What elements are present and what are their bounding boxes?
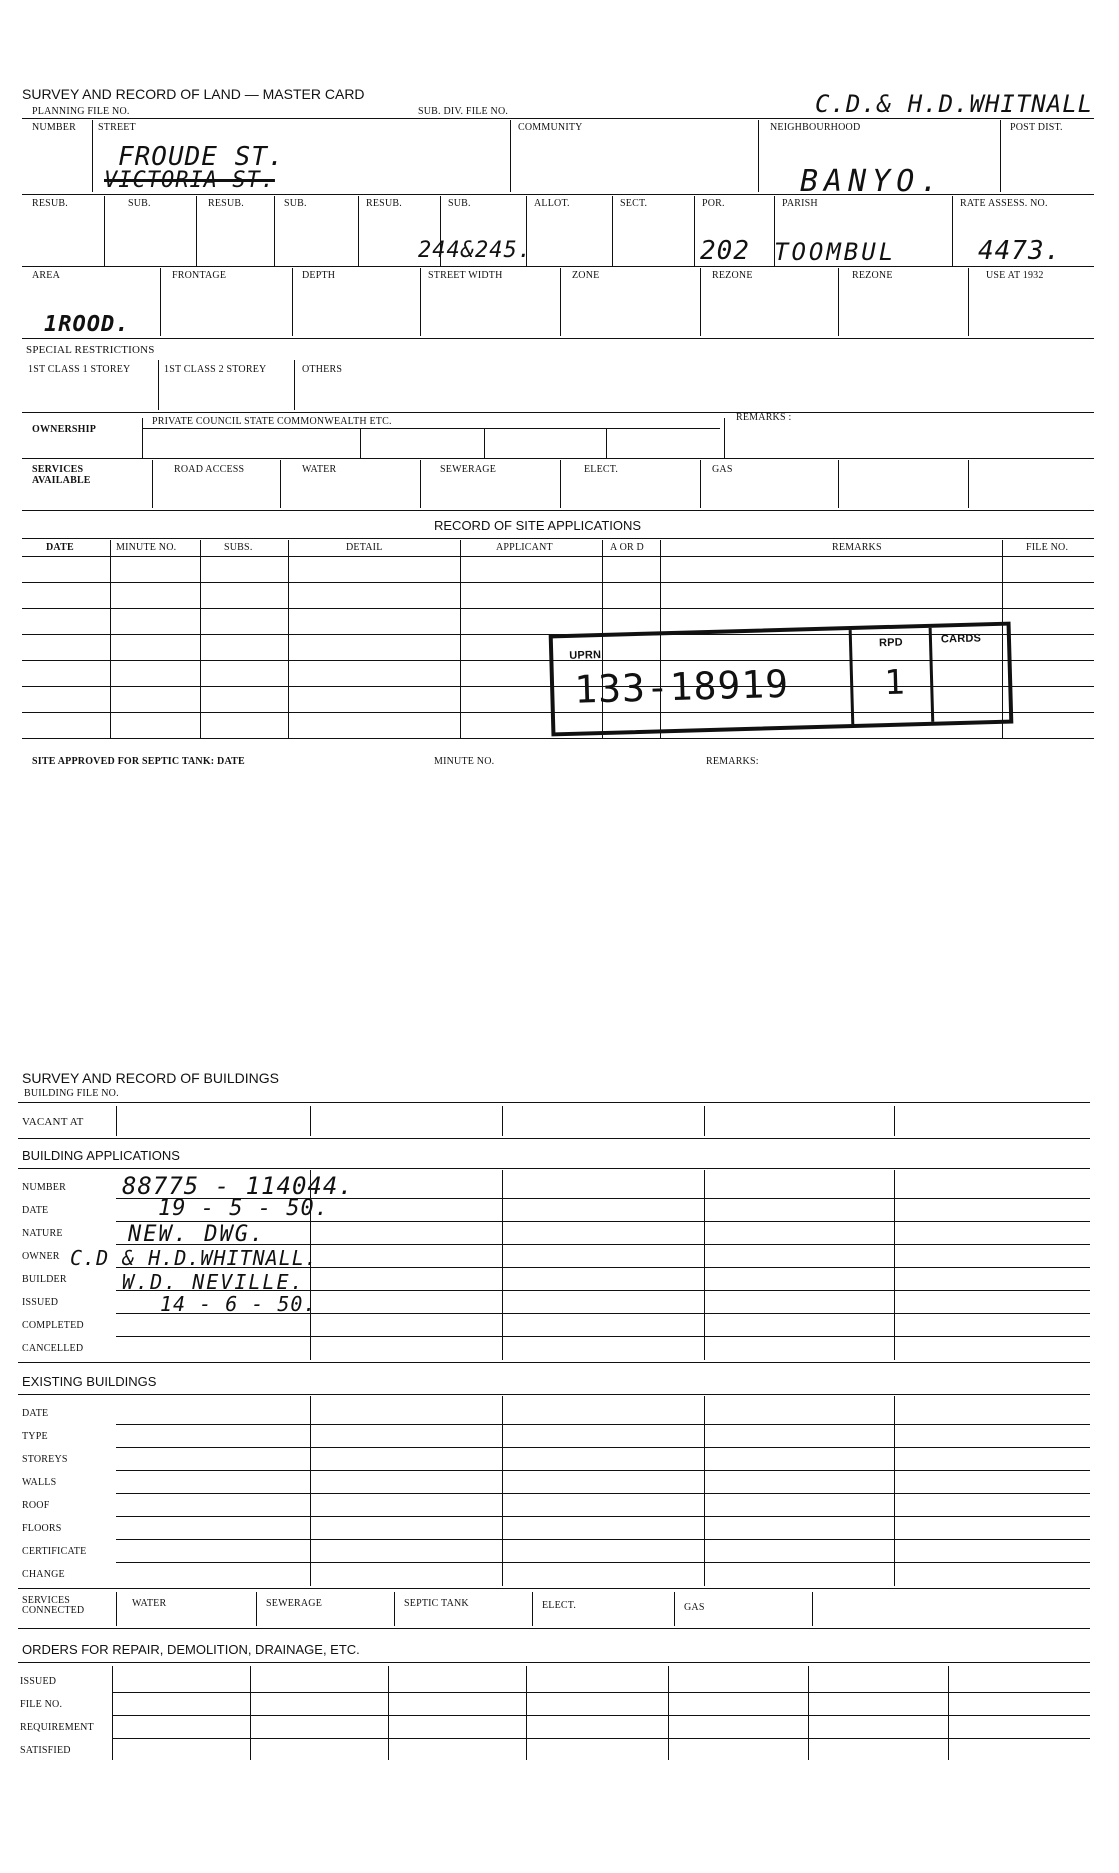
street-value: FROUDE ST. — [118, 142, 285, 172]
rule — [560, 460, 561, 508]
rule — [22, 608, 1094, 609]
buildings-card-title: SURVEY AND RECORD OF BUILDINGS — [22, 1070, 279, 1086]
rule — [116, 1290, 1090, 1291]
street-label: STREET — [98, 122, 136, 133]
detail-col-label: DETAIL — [346, 542, 383, 553]
rule — [894, 1170, 895, 1360]
rule — [200, 540, 201, 738]
area-value: 1ROOD. — [44, 312, 130, 337]
rule — [420, 460, 421, 508]
uprn-label: UPRN — [569, 649, 602, 662]
rule — [250, 1666, 251, 1760]
rule — [700, 268, 701, 336]
rule — [22, 118, 1094, 119]
septic-approved-label: SITE APPROVED FOR SEPTIC TANK: DATE — [32, 756, 245, 767]
rule — [116, 1267, 1090, 1268]
rule — [808, 1666, 809, 1760]
existing-floors-label: FLOORS — [22, 1523, 62, 1534]
rule — [952, 196, 953, 266]
existing-walls-label: WALLS — [22, 1477, 57, 1488]
land-card-title: SURVEY AND RECORD OF LAND — MASTER CARD — [22, 86, 365, 102]
rule — [704, 1396, 705, 1586]
rule — [968, 460, 969, 508]
rule — [280, 460, 281, 508]
rule — [116, 1516, 1090, 1517]
rule — [532, 1592, 533, 1626]
rule — [292, 268, 293, 336]
rezone-label: REZONE — [852, 270, 893, 281]
allot-label: ALLOT. — [534, 198, 570, 209]
rule — [22, 412, 1094, 413]
subs-col-label: SUBS. — [224, 542, 253, 553]
rule — [704, 1170, 705, 1360]
remarks-label: REMARKS : — [736, 412, 792, 423]
rule — [22, 738, 1094, 739]
gas-label: GAS — [712, 464, 733, 475]
owner-handwritten: C.D.& H.D.WHITNALL — [815, 90, 1094, 118]
existing-change-label: CHANGE — [22, 1569, 65, 1580]
planning-file-label: PLANNING FILE NO. — [32, 106, 130, 117]
rule — [116, 1424, 1090, 1425]
rule — [704, 1106, 705, 1136]
sub-label: SUB. — [448, 198, 471, 209]
file-no-col-label: FILE NO. — [1026, 542, 1069, 553]
rule — [116, 1562, 1090, 1563]
septic-tank-label: SEPTIC TANK — [404, 1598, 469, 1609]
ownership-types-label: PRIVATE COUNCIL STATE COMMONWEALTH ETC. — [152, 416, 392, 427]
ownership-label: OWNERSHIP — [32, 424, 97, 435]
rule — [112, 1666, 113, 1760]
rule — [1000, 120, 1001, 192]
number-label: NUMBER — [32, 122, 76, 133]
frontage-label: FRONTAGE — [172, 270, 227, 281]
rule — [894, 1106, 895, 1136]
rule — [116, 1592, 117, 1626]
owner-value: C.D & H.D.WHITNALL. — [70, 1246, 318, 1270]
rule — [18, 1138, 1090, 1139]
rule — [22, 510, 1094, 511]
sect-label: SECT. — [620, 198, 648, 209]
resub-label: RESUB. — [366, 198, 402, 209]
order-file-no-label: FILE NO. — [20, 1699, 63, 1710]
rule — [294, 360, 295, 410]
rule — [110, 540, 111, 738]
sewerage-label: SEWERAGE — [440, 464, 497, 475]
completed-label: COMPLETED — [22, 1320, 84, 1331]
rule — [22, 538, 1094, 539]
builder-label: BUILDER — [22, 1274, 67, 1285]
septic-minute-label: MINUTE NO. — [434, 756, 495, 767]
class2-storey-label: 1ST CLASS 2 STOREY — [164, 364, 267, 375]
nature-value: NEW. DWG. — [128, 1222, 266, 1247]
existing-storeys-label: STOREYS — [22, 1454, 68, 1465]
rule — [116, 1221, 1090, 1222]
rule — [724, 418, 725, 458]
rule — [394, 1592, 395, 1626]
parish-value: TOOMBUL — [774, 238, 897, 266]
applicant-col-label: APPLICANT — [496, 542, 553, 553]
rule — [420, 268, 421, 336]
zone-label: ZONE — [572, 270, 600, 281]
rule — [894, 1396, 895, 1586]
rule — [18, 1588, 1090, 1589]
owner-label: OWNER — [22, 1251, 60, 1262]
rule — [812, 1592, 813, 1626]
rule — [460, 540, 461, 738]
por-label: POR. — [702, 198, 725, 209]
builder-value: W.D. NEVILLE. — [122, 1270, 305, 1294]
rule — [510, 120, 511, 192]
resub-label: RESUB. — [208, 198, 244, 209]
rule — [526, 1666, 527, 1760]
uprn-stamp — [549, 622, 1014, 737]
existing-roof-label: ROOF — [22, 1500, 50, 1511]
rule — [112, 1692, 1090, 1693]
rule — [92, 120, 93, 192]
rule — [849, 630, 855, 724]
rpd-value: 1 — [883, 662, 907, 704]
order-issued-label: ISSUED — [20, 1676, 57, 1687]
rpd-label: RPD — [878, 636, 904, 650]
septic-remarks-label: REMARKS: — [706, 756, 759, 767]
street-width-label: STREET WIDTH — [428, 270, 503, 281]
minute-no-col-label: MINUTE NO. — [116, 542, 177, 553]
cards-label: CARDS — [940, 632, 982, 646]
rule — [484, 428, 485, 458]
rule — [674, 1592, 675, 1626]
resub-label: RESUB. — [32, 198, 68, 209]
rule — [700, 460, 701, 508]
remarks-col-label: REMARKS — [832, 542, 882, 553]
orders-heading: ORDERS FOR REPAIR, DEMOLITION, DRAINAGE, ETC. — [22, 1642, 360, 1657]
elect-label: ELECT. — [584, 464, 619, 475]
area-label: AREA — [32, 270, 61, 281]
rule — [360, 428, 361, 458]
building-applications-heading: BUILDING APPLICATIONS — [22, 1148, 180, 1163]
rule — [196, 196, 197, 266]
depth-label: DEPTH — [302, 270, 336, 281]
community-label: COMMUNITY — [518, 122, 583, 133]
rule — [968, 268, 969, 336]
rule — [948, 1666, 949, 1760]
issued-value: 14 - 6 - 50. — [160, 1292, 317, 1316]
rule — [694, 196, 695, 266]
rule — [502, 1396, 503, 1586]
rule — [388, 1666, 389, 1760]
sub-label: SUB. — [284, 198, 307, 209]
rule — [116, 1470, 1090, 1471]
date-col-label: DATE — [46, 542, 74, 553]
sewerage-label: SEWERAGE — [266, 1598, 323, 1609]
uprn-value: 133-18919 — [573, 661, 790, 712]
sub-label: SUB. — [128, 198, 151, 209]
special-restrictions-label: SPECIAL RESTRICTIONS — [26, 344, 155, 356]
rate-assess-label: RATE ASSESS. NO. — [960, 198, 1048, 209]
rule — [18, 1168, 1090, 1169]
rule — [18, 1362, 1090, 1363]
rule — [116, 1336, 1090, 1337]
rule — [560, 268, 561, 336]
gas-label: GAS — [684, 1602, 705, 1613]
rule — [160, 268, 161, 336]
water-label: WATER — [302, 464, 337, 475]
number-value: 88775 - 114044. — [122, 1172, 354, 1200]
rule — [116, 1106, 117, 1136]
elect-label: ELECT. — [542, 1600, 577, 1611]
rule — [310, 1106, 311, 1136]
date-value: 19 - 5 - 50. — [158, 1196, 329, 1221]
order-requirement-label: REQUIREMENT — [20, 1722, 94, 1733]
use-at-label: USE AT 1932 — [986, 270, 1044, 281]
nature-label: NATURE — [22, 1228, 63, 1239]
rule — [22, 338, 1094, 339]
issued-label: ISSUED — [22, 1297, 59, 1308]
neighbourhood-value: BANYO. — [800, 164, 945, 199]
rule — [18, 1662, 1090, 1663]
rule — [18, 1394, 1090, 1395]
por-value: 202 — [700, 236, 750, 266]
sub-value: 244&245. — [418, 238, 532, 263]
rule — [104, 196, 105, 266]
rule — [502, 1170, 503, 1360]
rule — [668, 1666, 669, 1760]
rule — [158, 360, 159, 410]
existing-buildings-heading: EXISTING BUILDINGS — [22, 1374, 157, 1389]
post-dist-label: POST DIST. — [1010, 122, 1063, 133]
rule — [606, 428, 607, 458]
rule — [22, 194, 1094, 195]
rule — [502, 1106, 503, 1136]
rule — [152, 460, 153, 508]
parish-label: PARISH — [782, 198, 818, 209]
order-satisfied-label: SATISFIED — [20, 1745, 71, 1756]
rule — [116, 1198, 1090, 1199]
existing-type-label: TYPE — [22, 1431, 48, 1442]
rule — [288, 540, 289, 738]
rezone-label: REZONE — [712, 270, 753, 281]
road-access-label: ROAD ACCESS — [174, 464, 245, 475]
rule — [22, 266, 1094, 267]
rule — [116, 1493, 1090, 1494]
rule — [758, 120, 759, 192]
rule — [142, 428, 720, 429]
rule — [22, 556, 1094, 557]
rule — [929, 628, 935, 722]
rule — [310, 1170, 311, 1360]
rule — [116, 1244, 1090, 1245]
existing-certificate-label: CERTIFICATE — [22, 1546, 87, 1557]
rule — [116, 1313, 1090, 1314]
cancelled-label: CANCELLED — [22, 1343, 84, 1354]
rule — [112, 1715, 1090, 1716]
rule — [112, 1738, 1090, 1739]
a-or-d-col-label: A OR D — [610, 542, 644, 553]
class1-storey-label: 1ST CLASS 1 STOREY — [28, 364, 131, 375]
rule — [22, 458, 1094, 459]
existing-date-label: DATE — [22, 1408, 49, 1419]
building-file-label: BUILDING FILE NO. — [24, 1088, 119, 1099]
services-available-label: SERVICES AVAILABLE — [32, 464, 91, 486]
others-label: OTHERS — [302, 364, 343, 375]
water-label: WATER — [132, 1598, 167, 1609]
rule — [838, 268, 839, 336]
date-label: DATE — [22, 1205, 49, 1216]
rule — [18, 1628, 1090, 1629]
rule — [116, 1539, 1090, 1540]
rule — [838, 460, 839, 508]
rule — [256, 1592, 257, 1626]
number-label: NUMBER — [22, 1182, 66, 1193]
rule — [18, 1102, 1090, 1103]
subdiv-file-label: SUB. DIV. FILE NO. — [418, 106, 509, 117]
record-site-apps-heading: RECORD OF SITE APPLICATIONS — [434, 518, 642, 533]
rule — [22, 582, 1094, 583]
rule — [358, 196, 359, 266]
street-crossed-value: VICTORIA ST. — [104, 168, 275, 193]
rule — [274, 196, 275, 266]
services-connected-label: SERVICES CONNECTED — [22, 1595, 85, 1616]
rule — [116, 1447, 1090, 1448]
rule — [310, 1396, 311, 1586]
neighbourhood-label: NEIGHBOURHOOD — [770, 122, 861, 133]
rule — [612, 196, 613, 266]
rule — [142, 418, 143, 458]
rate-assess-value: 4473. — [978, 236, 1062, 266]
vacant-at-label: VACANT AT — [22, 1116, 84, 1128]
